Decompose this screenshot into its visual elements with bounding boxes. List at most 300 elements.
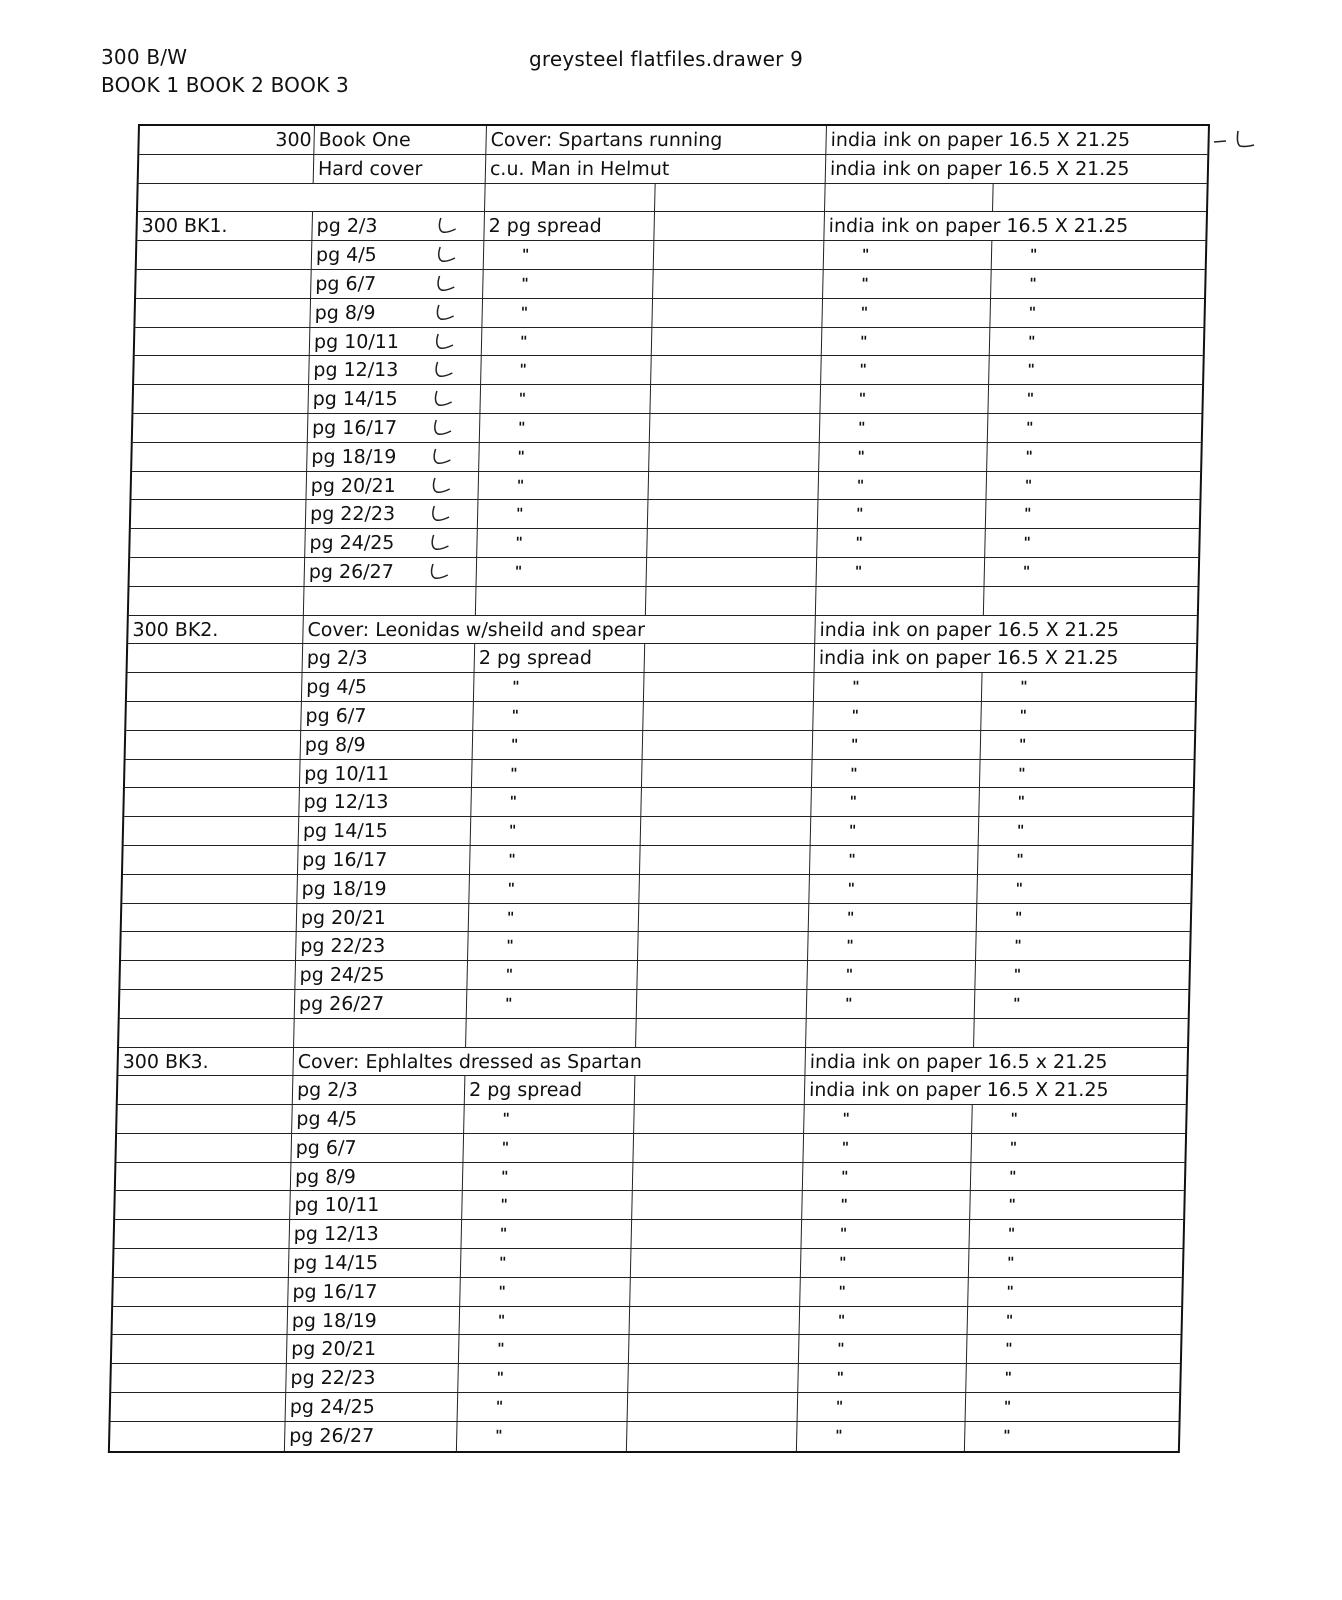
cell-text: pg 12/13 (313, 359, 399, 382)
ditto-description (484, 241, 655, 269)
page-range (293, 1076, 466, 1104)
ditto-description (482, 299, 653, 327)
cell-text: pg 26/27 (308, 560, 395, 583)
empty-cell (628, 1393, 799, 1421)
cell-text: " (1013, 967, 1022, 984)
book-code (126, 702, 302, 730)
ditto-medium (811, 788, 980, 816)
empty-cell (648, 472, 819, 500)
ditto-size (969, 1249, 1183, 1277)
table-row (135, 299, 1204, 328)
page-range (296, 932, 469, 960)
empty-cell (631, 1249, 802, 1277)
ditto-size (968, 1307, 1182, 1335)
ditto-medium (803, 1163, 972, 1191)
cell-text: " (838, 1283, 846, 1300)
cell-text: " (1008, 1197, 1016, 1214)
empty-cell (466, 1019, 637, 1047)
page-description (484, 212, 655, 240)
cell-text: " (511, 707, 520, 724)
cell-text: Cover: Leonidas w/sheild and spear (307, 618, 646, 641)
ditto-size (980, 760, 1194, 788)
cell-text: " (1010, 1111, 1018, 1128)
cell-text: " (499, 1226, 508, 1243)
table-row (110, 1422, 1179, 1451)
ditto-medium (807, 961, 976, 989)
cell-text: " (1016, 851, 1024, 868)
cell-text: Cover: Ephlaltes dressed as Spartan (297, 1050, 643, 1073)
table-row (115, 1191, 1184, 1220)
cell-text: " (1022, 563, 1031, 580)
cell-text: " (1005, 1341, 1013, 1358)
empty-cell (806, 1019, 975, 1047)
cell-text: 300 BK1. (141, 215, 228, 238)
book-code (117, 1105, 293, 1133)
empty-cell (654, 241, 825, 269)
empty-cell (652, 299, 823, 327)
ditto-medium (820, 414, 989, 442)
cell-text: pg 14/15 (292, 1252, 379, 1275)
ditto-description (460, 1278, 631, 1306)
cell-text: " (838, 1255, 847, 1272)
ditto-description (479, 443, 650, 471)
cell-text: " (861, 247, 870, 264)
book-code (133, 385, 309, 413)
handwritten-check-icon (1212, 128, 1256, 152)
empty-cell (993, 184, 1207, 212)
empty-cell (313, 184, 486, 212)
cell-text: pg 8/9 (304, 733, 366, 756)
table-row (132, 443, 1201, 472)
empty-cell (655, 184, 826, 212)
cell-text: 300 (275, 129, 312, 151)
page-range (310, 299, 483, 327)
cell-text: " (505, 967, 514, 984)
page-range (297, 875, 470, 903)
cell-text: " (506, 909, 515, 926)
cell-text: " (1004, 1370, 1013, 1387)
book-code (128, 644, 304, 672)
ditto-description (462, 1191, 633, 1219)
empty-cell (816, 587, 985, 615)
empty-cell (129, 587, 305, 615)
cell-text: " (859, 362, 867, 379)
cell-text: " (1028, 304, 1037, 321)
ditto-medium (813, 731, 982, 759)
empty-cell (633, 1163, 804, 1191)
handwritten-check-icon (429, 504, 451, 524)
blank-row (119, 1019, 1188, 1048)
cell-text: pg 20/21 (300, 906, 387, 929)
empty-cell (643, 702, 814, 730)
book-code (130, 558, 306, 586)
cell-text: " (1017, 794, 1026, 811)
table-row (126, 731, 1195, 760)
ditto-size (990, 328, 1204, 356)
ditto-description (461, 1220, 632, 1248)
cell-text: " (1003, 1399, 1012, 1416)
cell-text: " (516, 477, 525, 494)
empty-cell (647, 558, 818, 586)
cell-text: " (495, 1427, 503, 1444)
empty-cell (652, 328, 823, 356)
ditto-description (478, 500, 649, 528)
cell-text: pg 12/13 (293, 1223, 379, 1246)
cover-description (303, 616, 816, 644)
ditto-description (472, 760, 643, 788)
ditto-description (458, 1364, 629, 1392)
ditto-description (460, 1307, 631, 1335)
book-code (114, 1249, 290, 1277)
ditto-description (477, 558, 648, 586)
page-range (285, 1422, 458, 1451)
cell-text: india ink on paper 16.5 X 21.25 (808, 1079, 1109, 1102)
ditto-medium (811, 817, 980, 845)
cell-text: " (1024, 477, 1033, 494)
empty-cell (636, 1019, 807, 1047)
ditto-description (474, 673, 645, 701)
empty-cell (646, 587, 817, 615)
ditto-medium (809, 904, 978, 932)
ditto-medium (798, 1393, 967, 1421)
ditto-medium (820, 385, 989, 413)
empty-cell (643, 731, 814, 759)
book-code (131, 500, 307, 528)
cell-text: " (508, 823, 517, 840)
table-row (139, 155, 1208, 184)
cell-text: pg 2/3 (296, 1079, 359, 1102)
cell-text: " (859, 333, 868, 350)
ditto-size (977, 904, 1191, 932)
cell-text: " (510, 736, 519, 753)
ditto-medium (808, 932, 977, 960)
table-row (123, 846, 1192, 875)
empty-cell (645, 644, 816, 672)
cell-text: " (498, 1255, 507, 1272)
cell-text: pg 20/21 (310, 474, 396, 497)
empty-cell (639, 904, 810, 932)
ditto-medium (801, 1249, 970, 1277)
ditto-description (467, 961, 638, 989)
table-row (136, 270, 1205, 299)
empty-cell (630, 1307, 801, 1335)
table-row (124, 817, 1193, 846)
cell-text: 2 pg spread (468, 1079, 583, 1102)
cell-text: " (839, 1226, 848, 1243)
book-code (128, 616, 304, 644)
book-code (133, 414, 309, 442)
cell-text: Cover: Spartans running (490, 129, 723, 151)
book-code (120, 961, 296, 989)
table-row (139, 126, 1208, 155)
book-code (120, 990, 296, 1018)
ditto-medium (818, 500, 987, 528)
cell-text: pg 6/7 (305, 704, 367, 727)
cell-text: Hard cover (317, 157, 423, 180)
cell-text: Book One (318, 129, 411, 151)
table-row (116, 1134, 1185, 1163)
cell-text: " (1029, 275, 1037, 292)
ditto-size (990, 299, 1204, 327)
empty-cell (640, 846, 811, 874)
ditto-medium (807, 990, 976, 1018)
book-code (125, 760, 301, 788)
cell-text: " (501, 1139, 510, 1156)
ref-number (139, 126, 315, 154)
table-row (129, 558, 1198, 587)
ditto-description (467, 990, 638, 1018)
ditto-size (965, 1422, 1179, 1451)
cell-text: pg 24/25 (289, 1396, 376, 1419)
table-row (114, 1220, 1183, 1249)
table-row (130, 529, 1199, 558)
book-code (127, 673, 303, 701)
cell-text: pg 20/21 (290, 1338, 377, 1361)
ditto-size (975, 961, 1189, 989)
handwritten-check-icon (434, 274, 456, 294)
cell-text: pg 14/15 (302, 820, 389, 843)
cell-text: " (837, 1312, 846, 1329)
cell-text: pg 4/5 (305, 676, 368, 699)
cell-text: " (514, 563, 523, 580)
page-range (308, 385, 481, 413)
table-row (135, 328, 1204, 357)
empty-cell (304, 587, 477, 615)
ditto-medium (822, 299, 991, 327)
table-row (128, 616, 1197, 645)
cell-text: pg 16/17 (302, 848, 388, 871)
page-range (305, 529, 478, 557)
table-row (137, 212, 1206, 241)
cell-text: " (845, 967, 854, 984)
cell-text: " (518, 391, 527, 408)
cell-text: " (835, 1399, 844, 1416)
cell-text: pg 2/3 (306, 647, 368, 670)
page-range (311, 270, 484, 298)
empty-cell (476, 587, 647, 615)
page-range (292, 1105, 465, 1133)
cell-text: " (521, 275, 529, 292)
cell-text: " (835, 1427, 843, 1444)
empty-cell (650, 414, 821, 442)
medium-size (805, 1048, 1187, 1076)
cell-text: " (858, 391, 867, 408)
cell-text: " (846, 938, 854, 955)
page-range (312, 241, 485, 269)
ditto-size (977, 875, 1191, 903)
cell-text: " (1008, 1168, 1017, 1185)
ditto-size (976, 932, 1190, 960)
cell-text: pg 6/7 (295, 1136, 357, 1159)
page-range (299, 817, 472, 845)
item-label (314, 126, 487, 154)
cell-text: pg 22/23 (300, 935, 386, 958)
medium-size (826, 155, 1208, 183)
cell-text: pg 18/19 (291, 1309, 378, 1332)
ditto-size (975, 990, 1189, 1018)
cell-text: india ink on paper 16.5 x 21.25 (809, 1050, 1108, 1073)
cell-text: " (848, 851, 856, 868)
ditto-medium (822, 328, 991, 356)
ditto-size (988, 385, 1202, 413)
book-code (116, 1134, 292, 1162)
cell-text: " (506, 938, 514, 955)
cell-text: c.u. Man in Helmut (489, 157, 670, 180)
cell-text: " (1025, 448, 1033, 465)
ditto-medium (817, 529, 986, 557)
cell-text: pg 8/9 (314, 301, 376, 324)
table-row (124, 788, 1193, 817)
cell-text: " (500, 1168, 509, 1185)
cell-text: " (850, 736, 859, 753)
ditto-description (483, 270, 654, 298)
ditto-size (986, 472, 1200, 500)
book-code (135, 299, 311, 327)
ditto-size (979, 817, 1193, 845)
ditto-medium (799, 1335, 968, 1363)
book-code (130, 529, 306, 557)
cell-text: " (496, 1370, 505, 1387)
cell-text: " (841, 1139, 850, 1156)
cell-text: " (515, 535, 523, 552)
book-code (124, 817, 300, 845)
cell-text: " (1009, 1139, 1018, 1156)
cell-text: " (842, 1111, 850, 1128)
book-code (115, 1191, 291, 1219)
cell-text: india ink on paper 16.5 X 21.25 (828, 215, 1129, 238)
medium-size (815, 644, 1197, 672)
empty-cell (641, 817, 812, 845)
ditto-description (481, 356, 652, 384)
cell-text: " (856, 477, 865, 494)
table-row (111, 1364, 1180, 1393)
ditto-medium (818, 472, 987, 500)
cell-text: 300 BK2. (132, 618, 219, 641)
table-row (133, 414, 1202, 443)
cell-text: 2 pg spread (488, 215, 602, 238)
ditto-description (478, 472, 649, 500)
ditto-medium (814, 673, 983, 701)
book-code (114, 1220, 290, 1248)
empty-cell (485, 184, 656, 212)
cell-text: " (847, 880, 856, 897)
cell-text: " (1023, 535, 1031, 552)
medium-size (815, 616, 1197, 644)
ditto-size (978, 846, 1192, 874)
books-list: BOOK 1 BOOK 2 BOOK 3 (101, 73, 349, 97)
cell-text: pg 24/25 (299, 964, 385, 987)
cell-text: " (837, 1341, 845, 1358)
cell-text: india ink on paper 16.5 X 21.25 (819, 618, 1120, 641)
empty-cell (825, 184, 994, 212)
book-code (132, 443, 308, 471)
empty-cell (647, 529, 818, 557)
page-range (307, 443, 480, 471)
book-code (126, 731, 302, 759)
ditto-medium (800, 1307, 969, 1335)
ditto-size (992, 241, 1206, 269)
item-label (314, 155, 487, 183)
book-code (131, 472, 307, 500)
empty-cell (984, 587, 1198, 615)
cell-text: " (852, 679, 860, 696)
table-row (126, 702, 1195, 731)
book-code (113, 1307, 289, 1335)
medium-size (826, 126, 1208, 154)
inventory-reference: 300 B/W (101, 45, 188, 69)
cell-text: pg 18/19 (311, 445, 397, 468)
cell-text: " (1019, 707, 1028, 724)
book-code (118, 1048, 294, 1076)
cell-text: " (857, 419, 866, 436)
cell-text: 2 pg spread (478, 647, 593, 670)
book-code (136, 270, 312, 298)
handwritten-check-icon (432, 389, 454, 409)
cell-text: " (519, 333, 528, 350)
book-code (111, 1364, 287, 1392)
table-row (113, 1278, 1182, 1307)
book-code (121, 932, 297, 960)
ditto-medium (802, 1191, 971, 1219)
empty-cell (637, 990, 808, 1018)
book-code (122, 904, 298, 932)
table-row (112, 1335, 1181, 1364)
storage-location: greysteel flatfiles.drawer 9 (529, 47, 804, 71)
ditto-description (470, 846, 641, 874)
cell-text: india ink on paper 16.5 X 21.25 (818, 647, 1119, 670)
cell-text: " (860, 304, 869, 321)
ditto-size (982, 673, 1196, 701)
book-code (113, 1278, 289, 1306)
page-range (310, 328, 483, 356)
table-row (117, 1105, 1186, 1134)
cell-text: " (1014, 909, 1023, 926)
page-range (286, 1364, 459, 1392)
empty-cell (632, 1191, 803, 1219)
book-code (111, 1393, 287, 1421)
cell-text: " (519, 362, 527, 379)
ditto-description (469, 875, 640, 903)
empty-cell (628, 1364, 799, 1392)
empty-cell (649, 443, 820, 471)
cell-text: " (517, 419, 526, 436)
book-code (124, 788, 300, 816)
empty-cell (644, 673, 815, 701)
page-range (297, 904, 470, 932)
ditto-size (970, 1191, 1184, 1219)
ditto-medium (824, 241, 993, 269)
cell-text: pg 16/17 (311, 416, 398, 439)
page-range (306, 500, 479, 528)
cell-text: " (521, 247, 530, 264)
handwritten-check-icon (430, 476, 452, 496)
cell-text: " (1027, 333, 1036, 350)
cell-text: pg 4/5 (296, 1108, 358, 1131)
table-row (125, 760, 1194, 789)
ditto-description (464, 1105, 635, 1133)
cell-text: " (504, 995, 513, 1012)
ditto-medium (812, 760, 981, 788)
book-code (112, 1335, 288, 1363)
inventory-table (108, 124, 1210, 1453)
table-row (114, 1249, 1183, 1278)
cell-text: " (1007, 1226, 1016, 1243)
empty-cell (641, 788, 812, 816)
page-range (286, 1393, 459, 1421)
handwritten-check-icon (435, 245, 457, 265)
table-row (127, 673, 1196, 702)
ditto-description (473, 731, 644, 759)
